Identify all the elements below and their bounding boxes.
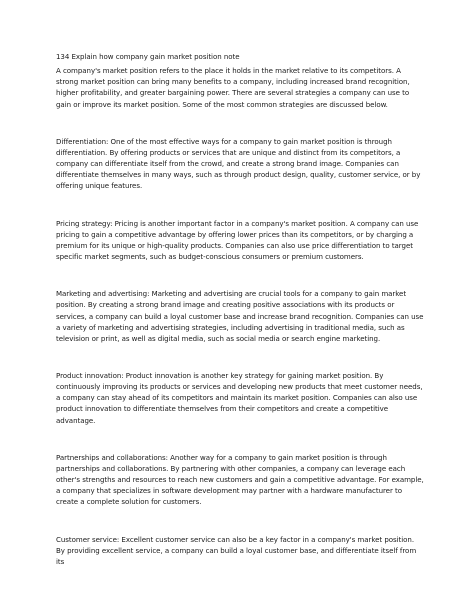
paragraph-spacer: [56, 192, 424, 218]
section-pricing-strategy: Pricing strategy: Pricing is another important factor in a company's market position. A company can use pricing to gain a competitive advantage by offering lower prices than its competitors, or by charging a premium for its unique or high-quality products. Companies can also use price differentiation to target specific market segments, such as budget-conscious consumers or premium customers.: [56, 218, 419, 262]
document-body: [56, 51, 424, 567]
section-product-innovation: Product innovation: Product innovation is another key strategy for gaining market position. By continuously improving its products or services and developing new products that meet customer needs, a company can stay ahead of its competitors and maintain its market position. Companies can also use product innovation to differentiate themselves from their competitors and create a competitive advantage.: [56, 370, 423, 425]
paragraph-spacer: [56, 508, 424, 534]
document-title: 134 Explain how company gain market position note: [56, 52, 240, 61]
section-partnerships: Partnerships and collaborations: Another way for a company to gain market position is through partnerships and collaborations. By partnering with other companies, a company can leverage each other's strengths and resources to reach new customers and gain a competitive advantage. For example, a company that specializes in software development may partner with a hardware manufacturer to create a complete solution for customers.: [56, 452, 424, 507]
section-marketing-advertising: Marketing and advertising: Marketing and advertising are crucial tools for a company to gain market position. By creating a strong brand image and creating positive associations with its products or services, a company can build a loyal customer base and increase brand recognition. Companies can use a variety of marketing and advertising strategies, including advertising in traditional media, such as television or print, as well as digital media, such as social media or search engine marketing.: [56, 289, 424, 343]
section-differentiation: Differentiation: One of the most effective ways for a company to gain market position is through differentiation. By offering products or services that are unique and distinct from its competitors, a company can differentiate itself from the crowd, and create a strong brand image. Companies can differentiate themselves in many ways, such as through product design, quality, customer service, or by offering unique features.: [56, 136, 421, 191]
section-customer-service: Customer service: Excellent customer service can also be a key factor in a company's market position. By providing excellent service, a company can build a loyal customer base, and differentiate itself from its: [56, 534, 417, 566]
paragraph-spacer: [56, 110, 424, 136]
intro-paragraph: A company's market position refers to the place it holds in the market relative to its competitors. A strong market position can bring many benefits to a company, including increased brand recognition, higher profitability, and greater bargaining power. There are several strategies a company can use to gain or improve its market position. Some of the most common strategies are discussed below.: [56, 66, 410, 109]
paragraph-spacer: [56, 262, 424, 288]
paragraph-spacer: [56, 344, 424, 370]
paragraph-spacer: [56, 426, 424, 452]
